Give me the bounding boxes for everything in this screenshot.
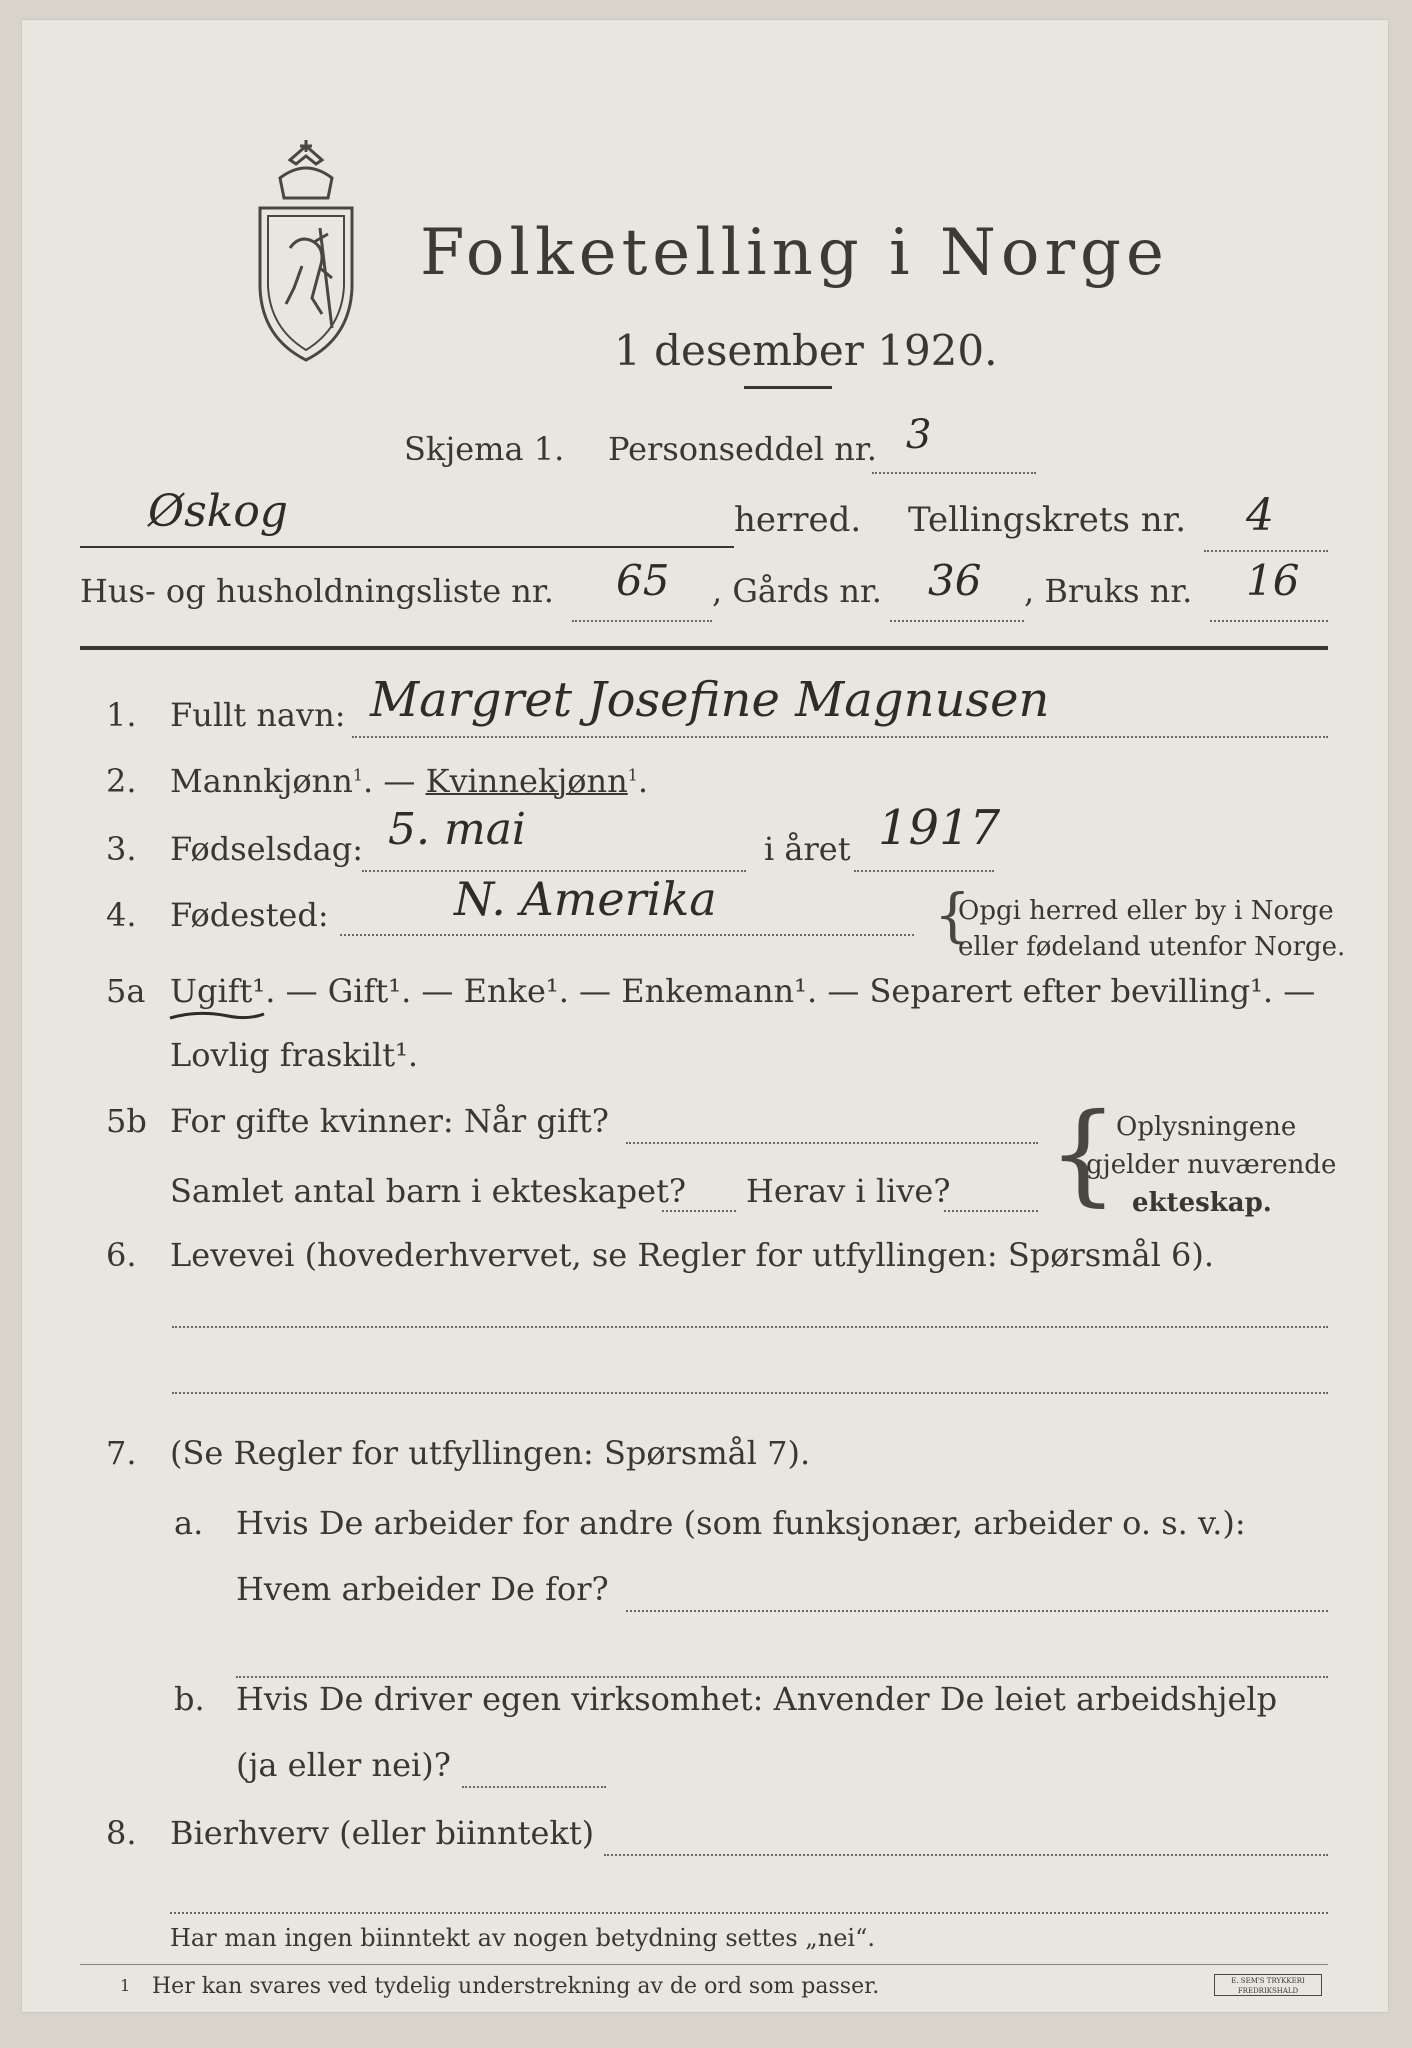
q4-note-line1: Opgi herred eller by i Norge	[958, 896, 1334, 926]
herred-line	[80, 546, 734, 548]
bruks-line	[1210, 620, 1328, 622]
q5a-number: 5a	[106, 972, 146, 1010]
q7a-line-1	[626, 1610, 1328, 1612]
q1-value-full-name: Margret Josefine Magnusen	[370, 672, 1050, 728]
q4-value-birthplace: N. Amerika	[454, 872, 717, 926]
q5b-when-married: For gifte kvinner: Når gift?	[170, 1102, 609, 1140]
q3-year-value: 1917	[878, 800, 1001, 856]
q5a-ugift-underline-mark	[168, 1008, 268, 1024]
q4-label: Fødested:	[170, 896, 329, 934]
q2-option-mann: Mannkjønn	[170, 762, 353, 800]
q5b-children-alive: Herav i live?	[746, 1172, 951, 1210]
q1-number: 1.	[106, 696, 137, 734]
herred-label: herred.	[734, 500, 862, 540]
q8-label: Bierhverv (eller biinntekt)	[170, 1814, 595, 1852]
q8-line-1	[604, 1854, 1328, 1856]
husliste-line	[572, 620, 712, 622]
q4-number: 4.	[106, 896, 137, 934]
q4-note-bracket: {	[934, 881, 971, 949]
q2-separator: . —	[363, 762, 416, 800]
q6-label: Levevei (hovederhvervet, se Regler for utfyllingen: Spørsmål 6).	[170, 1236, 1215, 1274]
tellingskrets-line	[1204, 550, 1328, 552]
q5b-note-bracket: {	[1048, 1089, 1118, 1217]
q5b-when-married-line	[626, 1142, 1038, 1144]
q3-year-line	[854, 870, 994, 872]
herred-value: Øskog	[148, 486, 288, 537]
q5b-note-line2: gjelder nuværende	[1086, 1150, 1337, 1180]
gards-label: , Gårds nr.	[712, 572, 882, 610]
q5a-options: Ugift¹. — Gift¹. — Enke¹. — Enkemann¹. — Separert efter bevilling¹. —	[170, 972, 1316, 1010]
q3-year-label: i året	[764, 830, 851, 868]
form-title: Folketelling i Norge	[420, 216, 1169, 290]
q1-label: Fullt navn:	[170, 696, 346, 734]
q8-line-2	[170, 1912, 1328, 1914]
gards-value: 36	[928, 556, 982, 605]
q5b-note-line3: ekteskap.	[1132, 1188, 1272, 1218]
q7a-text: Hvis De arbeider for andre (som funksjonær, arbeider o. s. v.):	[236, 1504, 1246, 1542]
q2-end: .	[637, 762, 649, 800]
q7a-letter: a.	[174, 1504, 204, 1542]
q5b-children-line	[662, 1210, 736, 1212]
census-form-sheet	[22, 20, 1388, 2012]
q7a-line-2	[236, 1676, 1328, 1678]
q2-footnote-mark-2: 1	[627, 765, 638, 785]
q2-options	[170, 762, 648, 800]
personseddel-value: 3	[906, 412, 932, 458]
tellingskrets-value: 4	[1246, 490, 1274, 541]
q6-line-2	[172, 1392, 1328, 1394]
q7b-letter: b.	[174, 1680, 205, 1718]
q5b-children-alive-line	[944, 1210, 1038, 1212]
q4-note-line2: eller fødeland utenfor Norge.	[958, 932, 1346, 962]
q6-line-1	[172, 1326, 1328, 1328]
husliste-label: Hus- og husholdningsliste nr.	[80, 572, 554, 610]
q3-label: Fødselsdag:	[170, 830, 364, 868]
bruks-label: , Bruks nr.	[1024, 572, 1193, 610]
q6-number: 6.	[106, 1236, 137, 1274]
printer-stamp: E. SEM'S TRYKKERI FREDRIKSHALD	[1214, 1974, 1322, 1996]
q5b-note-line1: Oplysningene	[1116, 1112, 1297, 1142]
biinntekt-note: Har man ingen biinntekt av nogen betydning settes „nei“.	[170, 1924, 875, 1952]
q3-number: 3.	[106, 830, 137, 868]
q7b-line	[462, 1786, 606, 1788]
q7b-question: (ja eller nei)?	[236, 1746, 451, 1784]
norway-coat-of-arms-icon	[250, 138, 362, 368]
q2-footnote-mark-1: 1	[352, 765, 364, 785]
q2-number: 2.	[106, 762, 137, 800]
tellingskrets-label: Tellingskrets nr.	[908, 500, 1187, 540]
q8-number: 8.	[106, 1814, 137, 1852]
q7-label: (Se Regler for utfyllingen: Spørsmål 7).	[170, 1434, 811, 1472]
husliste-value: 65	[616, 556, 670, 605]
q7a-question: Hvem arbeider De for?	[236, 1570, 609, 1608]
q5b-children-count: Samlet antal barn i ekteskapet?	[170, 1172, 687, 1210]
q4-line	[340, 934, 914, 936]
personseddel-label: Personseddel nr.	[608, 430, 877, 468]
q1-line	[352, 736, 1328, 738]
census-date: 1 desember 1920.	[614, 326, 998, 375]
q5a-options-line2: Lovlig fraskilt¹.	[170, 1036, 419, 1074]
q3-value-birthday: 5. mai	[388, 804, 526, 855]
footnote-text: Her kan svares ved tydelig understrekning av de ord som passer.	[152, 1974, 880, 1999]
personseddel-line	[872, 472, 1036, 474]
q7b-text: Hvis De driver egen virksomhet: Anvender De leiet arbeidshjelp	[236, 1680, 1278, 1718]
gards-line	[890, 620, 1024, 622]
skjema-label: Skjema 1.	[404, 430, 565, 468]
footnote-mark: 1	[120, 1976, 131, 1995]
q5b-number: 5b	[106, 1102, 147, 1140]
title-divider	[744, 386, 832, 389]
section-rule-top	[80, 646, 1328, 650]
bruks-value: 16	[1246, 556, 1300, 605]
footnote-rule	[80, 1964, 1328, 1965]
q7-number: 7.	[106, 1434, 137, 1472]
q2-option-kvinne: Kvinnekjønn	[425, 762, 628, 800]
